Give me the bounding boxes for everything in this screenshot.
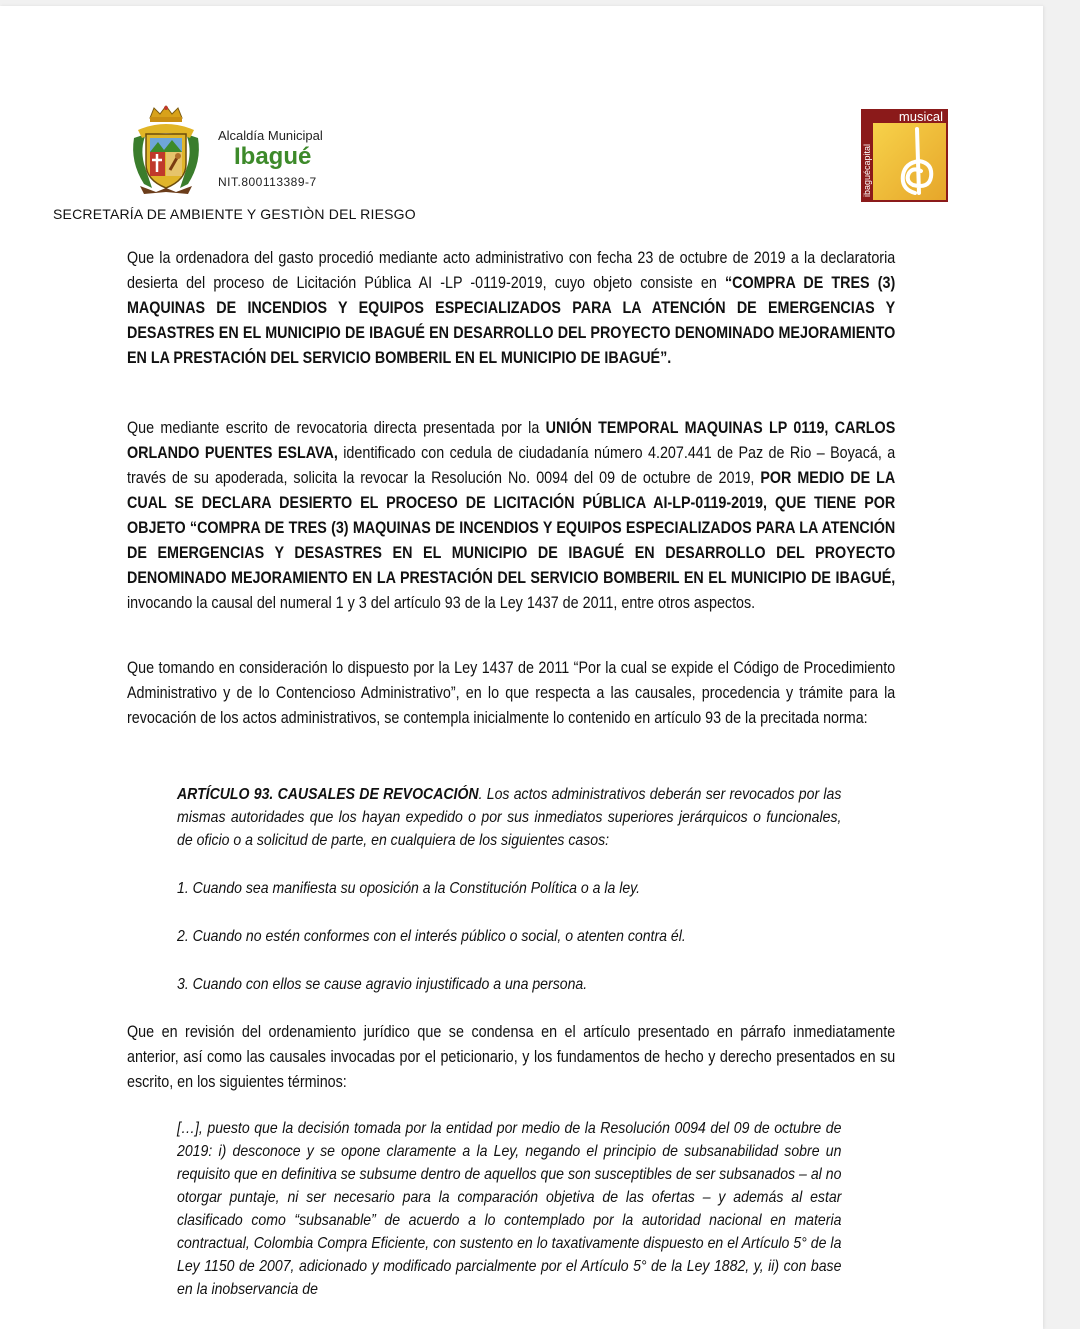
paragraph-declaratoria: Que la ordenadora del gasto procedió mediante acto administrativo con fecha 23 de octubre de 2019 a la declaratoria desierta del proceso de Licitación Pública AI -LP -0119-2019, cuyo objeto consiste en “COMPRA DE TRES (3) MAQUINAS DE INCENDIOS Y EQUIPOS ESPECIALIZADOS PARA LA ATENCIÓN DE EMERGENCIAS Y DESASTRES EN EL MUNICIPIO DE IBAGUÉ EN DESARROLLO DEL PROYECTO DENOMINADO MEJORAMIENTO EN LA PRESTACIÓN DEL SERVICIO BOMBERIL EN EL MUNICIPIO DE IBAGUÉ”. [127, 249, 896, 367]
paragraph-revision: Que en revisión del ordenamiento jurídico que se condensa en el artículo presentado en párrafo inmediatamente anterior, así como las causales invocadas por el peticionario, y los fundamentos de hecho y derecho presentados en su escrito, en los siguientes términos: [127, 1023, 896, 1091]
logo-side-text: ibaguécapital [862, 143, 872, 197]
city-name: Ibagué [234, 143, 312, 170]
ibague-capital-musical-logo [861, 109, 948, 202]
entity-label: Alcaldía Municipal [218, 128, 323, 143]
ibague-coat-of-arms-logo [130, 104, 202, 196]
document-page [0, 6, 1043, 1329]
article-item-3: 3. Cuando con ellos se cause agravio injustificado a una persona. [177, 976, 588, 993]
article-93-quote: ARTÍCULO 93. CAUSALES DE REVOCACIÓN. Los actos administrativos deberán ser revocados por las mismas autoridades que los hayan expedido o por sus inmediatos superiores jerárquicos o funcionales, de oficio o a solicitud de parte, en cualquiera de los siguientes casos: [177, 786, 842, 849]
logo-word: musical [898, 109, 943, 124]
article-item-2: 2. Cuando no estén conformes con el interés público o social, o atenten contra él. [177, 928, 686, 945]
article-93-heading: ARTÍCULO 93. CAUSALES DE REVOCACIÓN [177, 786, 479, 803]
petitioner-quote: […], puesto que la decisión tomada por la entidad por medio de la Resolución 0094 del 09 de octubre de 2019: i) desconoce y se opone claramente a la Ley, negando el principio de subsanabilidad sobre un requisito que en definitiva se subsume dentro de aquellos que son susceptibles de ser subsanados – al no otorgar puntaje, ni ser necesario para la comparación objetiva de las ofertas – y además al estar clasificado como “subsanable” de acuerdo a lo contemplado por la autoridad nacional en materia contractual, Colombia Compra Eficiente, con sustento en lo taxativamente dispuesto en el Artículo 5° de la Ley 1150 de 2007, adicionado y modificado parcialmente por el Artículo 5° de la Ley 1882, y, ii) con base en la inobservancia de [177, 1120, 842, 1298]
nit-number: NIT.800113389-7 [218, 175, 317, 189]
department-name: SECRETARÍA DE AMBIENTE Y GESTIÒN DEL RIESGO [53, 206, 416, 222]
paragraph-ley-1437: Que tomando en consideración lo dispuesto por la Ley 1437 de 2011 “Por la cual se expide el Código de Procedimiento Administrativo y de lo Contencioso Administrativo”, en lo que respecta a las causales, procedencia y trámite para la revocación de los actos administrativos, se contempla inicialmente lo contenido en artículo 93 de la precitada norma: [127, 659, 896, 727]
paragraph-revocatoria: Que mediante escrito de revocatoria directa presentada por la UNIÓN TEMPORAL MAQUINAS LP 0119, CARLOS ORLANDO PUENTES ESLAVA, identificado con cedula de ciudadanía número 4.207.441 de Paz de Rio – Boyacá, a través de su apoderada, solicita la revocar la Resolución No. 0094 del 09 de octubre de 2019, POR MEDIO DE LA CUAL SE DECLARA DESIERTO EL PROCESO DE LICITACIÓN PÚBLICA AI-LP-0119-2019, QUE TIENE POR OBJETO “COMPRA DE TRES (3) MAQUINAS DE INCENDIOS Y EQUIPOS ESPECIALIZADOS PARA LA ATENCIÓN DE EMERGENCIAS Y DESASTRES EN EL MUNICIPIO DE IBAGUÉ EN DESARROLLO DEL PROYECTO DENOMINADO MEJORAMIENTO EN LA PRESTACIÓN DEL SERVICIO BOMBERIL EN EL MUNICIPIO DE IBAGUÉ, invocando la causal del numeral 1 y 3 del artículo 93 de la Ley 1437 de 2011, entre otros aspectos. [127, 419, 896, 612]
article-item-1: 1. Cuando sea manifiesta su oposición a la Constitución Política o a la ley. [177, 880, 641, 897]
